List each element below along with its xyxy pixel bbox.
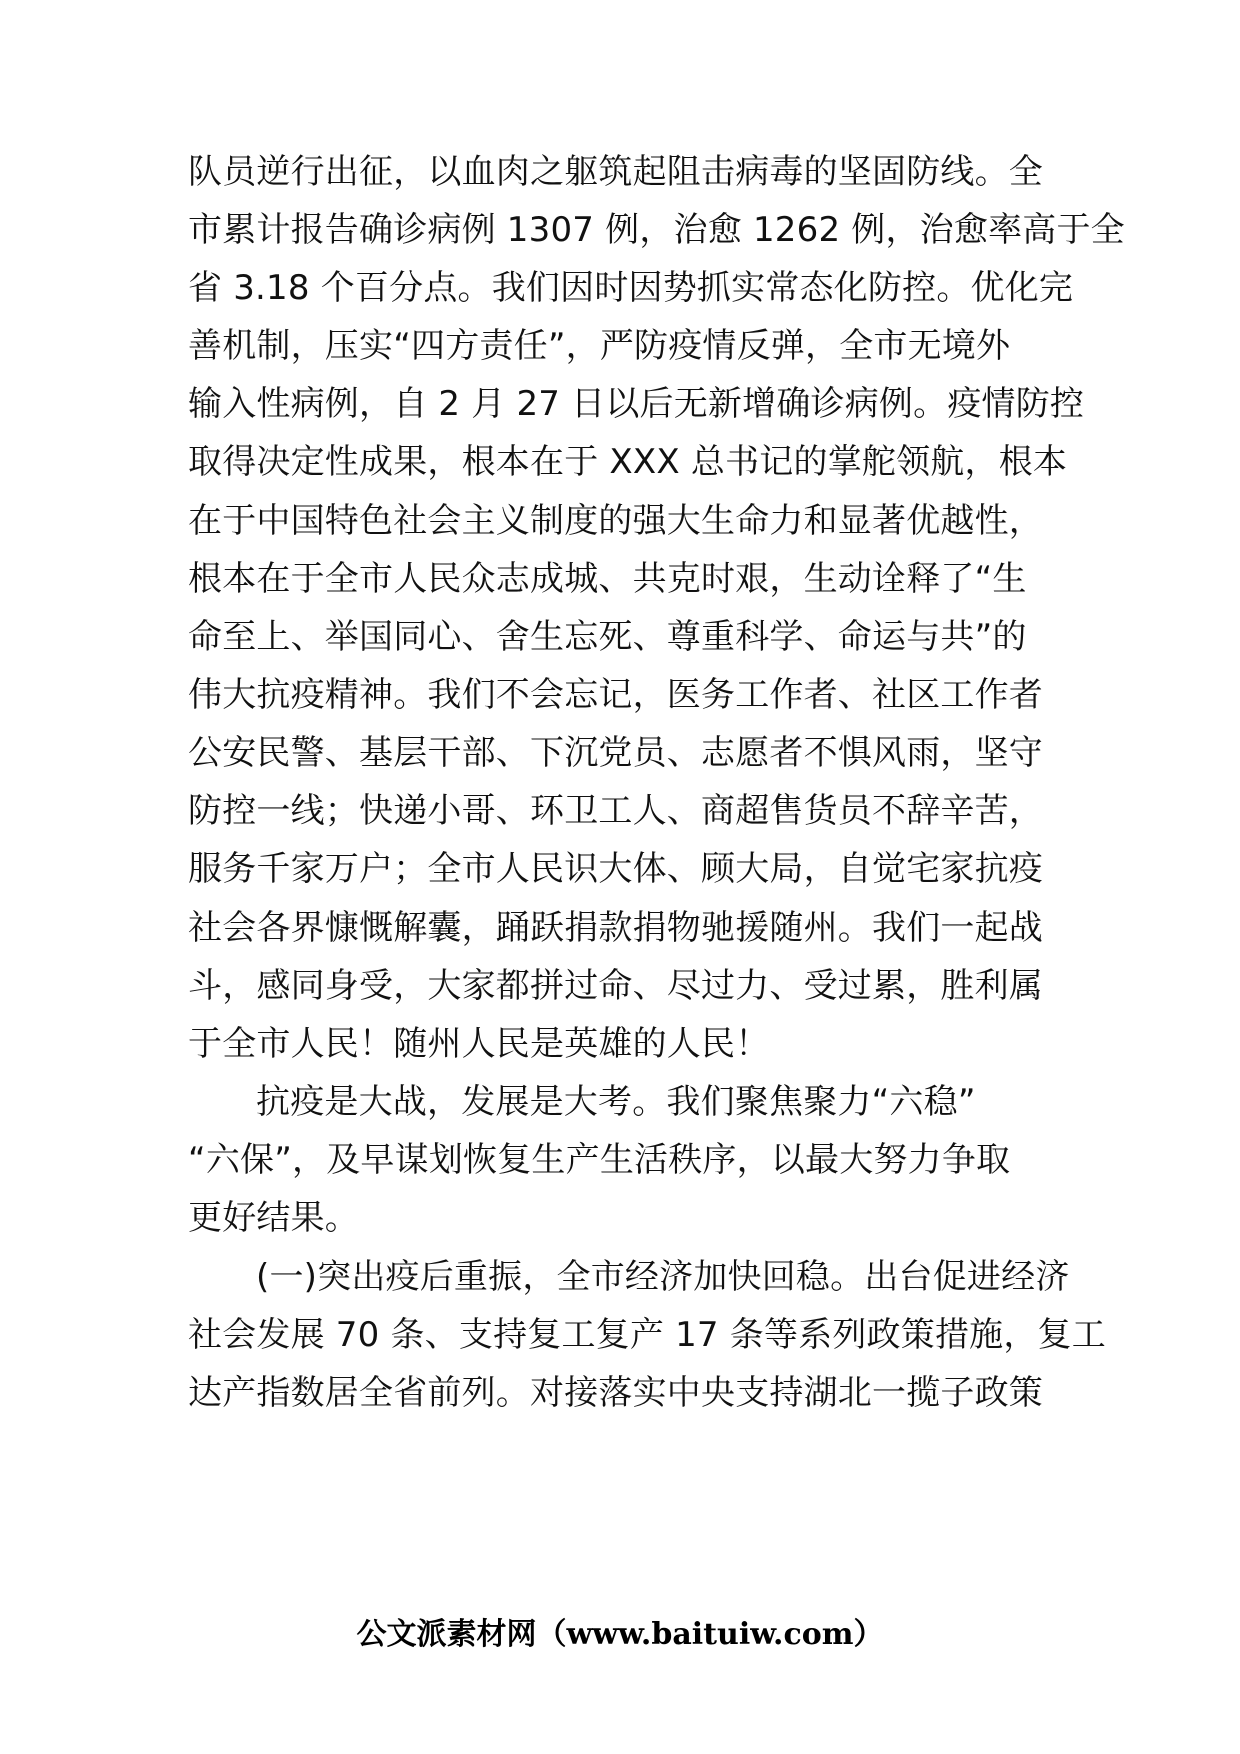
body-line: 善机制，压实“四方责任”，严防疫情反弹，全市无境外 — [188, 326, 1011, 366]
body-line: 取得决定性成果，根本在于 XXX 总书记的掌舵领航，根本 — [188, 442, 1068, 482]
body-line: 斗，感同身受，大家都拼过命、尽过力、受过累，胜利属 — [188, 966, 1043, 1006]
footer-watermark: 公文派素材网（www.baituiw.com） — [356, 1617, 884, 1652]
body-line: “六保”，及早谋划恢复生产生活秩序，以最大努力争取 — [188, 1140, 1011, 1180]
body-line: 社会各界慷慨解囊，踊跃捐款捐物驰援随州。我们一起战 — [188, 908, 1043, 948]
body-line: 省 3.18 个百分点。我们因时因势抓实常态化防控。优化完 — [188, 268, 1074, 308]
body-line: 在于中国特色社会主义制度的强大生命力和显著优越性， — [188, 501, 1043, 541]
body-line: 伟大抗疫精神。我们不会忘记，医务工作者、社区工作者 — [188, 675, 1043, 715]
body-line: 更好结果。 — [188, 1198, 359, 1238]
body-line: 达产指数居全省前列。对接落实中央支持湖北一揽子政策 — [188, 1373, 1043, 1413]
body-line: 市累计报告确诊病例 1307 例，治愈 1262 例，治愈率高于全 — [188, 210, 1125, 250]
body-line: 服务千家万户；全市人民识大体、顾大局，自觉宅家抗疫 — [188, 849, 1043, 889]
body-line: 输入性病例，自 2 月 27 日以后无新增确诊病例。疫情防控 — [188, 384, 1085, 424]
body-line: 公安民警、基层干部、下沉党员、志愿者不惧风雨，坚守 — [188, 733, 1043, 773]
body-line: 队员逆行出征，以血肉之躯筑起阻击病毒的坚固防线。全 — [188, 152, 1043, 192]
paragraph-first-line: 抗疫是大战，发展是大考。我们聚焦聚力“六稳” — [256, 1082, 976, 1122]
body-line: 社会发展 70 条、支持复工复产 17 条等系列政策措施，复工 — [188, 1315, 1106, 1355]
body-line: 于全市人民！随州人民是英雄的人民！ — [188, 1024, 770, 1064]
paragraph-first-line: (一)突出疫后重振，全市经济加快回稳。出台促进经济 — [256, 1257, 1070, 1297]
body-line: 命至上、举国同心、舍生忘死、尊重科学、命运与共”的 — [188, 617, 1027, 657]
body-line: 根本在于全市人民众志成城、共克时艰，生动诠释了“生 — [188, 559, 1027, 599]
body-line: 防控一线；快递小哥、环卫工人、商超售货员不辞辛苦， — [188, 791, 1043, 831]
